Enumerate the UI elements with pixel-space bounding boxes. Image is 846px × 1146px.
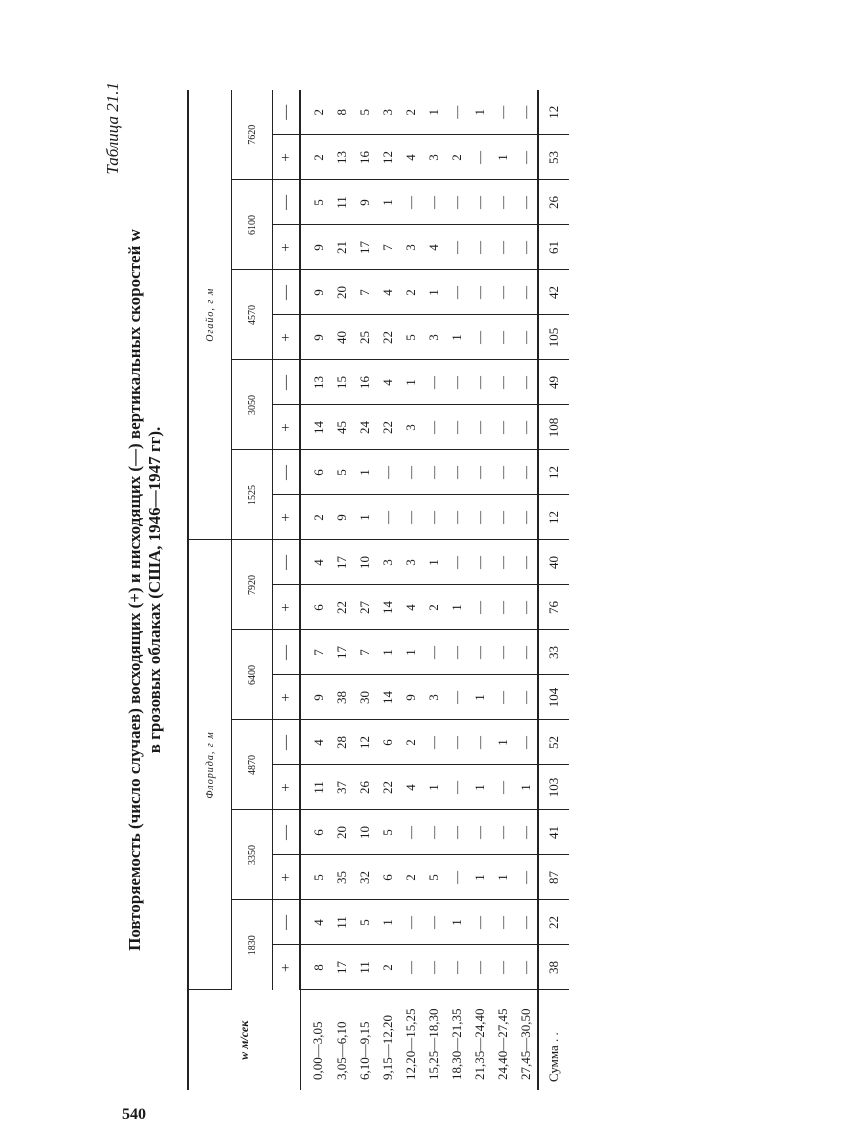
- count-cell: —: [468, 270, 491, 315]
- count-cell: —: [445, 855, 468, 900]
- count-cell: —: [514, 315, 538, 360]
- count-cell: 22: [330, 585, 353, 630]
- count-cell: —: [514, 630, 538, 675]
- count-cell: —: [491, 450, 514, 495]
- count-cell: —: [445, 630, 468, 675]
- count-cell: —: [445, 495, 468, 540]
- count-cell: —: [514, 900, 538, 945]
- w-range-cell: 12,20—15,25: [402, 1008, 418, 1080]
- count-cell: —: [422, 630, 445, 675]
- minus-sign-header: —: [273, 720, 301, 765]
- count-cell: —: [468, 810, 491, 855]
- count-cell: 20: [330, 270, 353, 315]
- count-cell: —: [491, 225, 514, 270]
- count-cell: 9: [300, 315, 330, 360]
- table-row: [514, 90, 538, 1090]
- count-cell: —: [468, 630, 491, 675]
- sum-cell: 38: [538, 945, 569, 990]
- count-cell: 6: [376, 720, 399, 765]
- w-range-cell: 27,45—30,50: [517, 1008, 533, 1080]
- count-cell: —: [514, 675, 538, 720]
- count-cell: —: [514, 810, 538, 855]
- count-cell: —: [422, 450, 445, 495]
- count-cell: 1: [422, 765, 445, 810]
- table-row: [353, 90, 376, 1090]
- count-cell: —: [422, 900, 445, 945]
- plus-sign-header: +: [273, 855, 301, 900]
- count-cell: —: [491, 180, 514, 225]
- count-cell: —: [422, 180, 445, 225]
- count-cell: —: [514, 270, 538, 315]
- sum-cell: 41: [538, 810, 569, 855]
- count-cell: 11: [300, 765, 330, 810]
- count-cell: 17: [330, 945, 353, 990]
- plus-sign-header: +: [273, 765, 301, 810]
- count-cell: —: [491, 405, 514, 450]
- count-cell: —: [422, 810, 445, 855]
- count-cell: 2: [422, 585, 445, 630]
- count-cell: 5: [353, 90, 376, 135]
- w-range-cell: 3,05—6,10: [333, 1021, 349, 1080]
- count-cell: 13: [330, 135, 353, 180]
- count-cell: —: [445, 765, 468, 810]
- sum-cell: 52: [538, 720, 569, 765]
- count-cell: 1: [399, 360, 422, 405]
- count-cell: 7: [353, 630, 376, 675]
- count-cell: 5: [300, 180, 330, 225]
- count-cell: 8: [330, 90, 353, 135]
- count-cell: 9: [399, 675, 422, 720]
- count-cell: 3: [399, 540, 422, 585]
- caption-line-2: в грозовых облаках (США, 1946—1947 гг).: [145, 426, 164, 754]
- altitude-header: 6100: [232, 180, 273, 270]
- count-cell: —: [445, 225, 468, 270]
- count-cell: —: [399, 180, 422, 225]
- w-range-cell: 0,00—3,05: [310, 1021, 326, 1080]
- count-cell: —: [491, 765, 514, 810]
- count-cell: 1: [445, 315, 468, 360]
- sum-cell: 40: [538, 540, 569, 585]
- w-range-cell: 15,25—18,30: [425, 1008, 441, 1080]
- count-cell: —: [422, 495, 445, 540]
- count-cell: 10: [353, 810, 376, 855]
- count-cell: 9: [330, 495, 353, 540]
- header-row-altitudes: [232, 90, 273, 1090]
- count-cell: 6: [300, 810, 330, 855]
- caption-line-1: Повторяемость (число случаев) восходящих (+) и нисходящих (—) вертикальных скоростей w: [125, 229, 144, 951]
- count-cell: —: [445, 720, 468, 765]
- count-cell: —: [514, 855, 538, 900]
- count-cell: —: [468, 540, 491, 585]
- count-cell: 15: [330, 360, 353, 405]
- count-cell: 1: [422, 270, 445, 315]
- count-cell: 14: [300, 405, 330, 450]
- count-cell: —: [468, 180, 491, 225]
- count-cell: 5: [422, 855, 445, 900]
- altitude-header: 1830: [232, 900, 273, 990]
- count-cell: 1: [514, 765, 538, 810]
- plus-sign-header: +: [273, 405, 301, 450]
- table-row: [422, 90, 445, 1090]
- minus-sign-header: —: [273, 540, 301, 585]
- count-cell: 4: [399, 765, 422, 810]
- count-cell: 2: [300, 495, 330, 540]
- count-cell: 2: [300, 90, 330, 135]
- count-cell: 2: [376, 945, 399, 990]
- count-cell: —: [399, 945, 422, 990]
- count-cell: 1: [353, 450, 376, 495]
- count-cell: 1: [468, 90, 491, 135]
- count-cell: 17: [330, 630, 353, 675]
- count-cell: 4: [399, 135, 422, 180]
- count-cell: 1: [468, 765, 491, 810]
- count-cell: —: [422, 720, 445, 765]
- data-table: [187, 90, 569, 1090]
- count-cell: 22: [376, 405, 399, 450]
- count-cell: —: [468, 720, 491, 765]
- count-cell: 14: [376, 585, 399, 630]
- count-cell: —: [514, 90, 538, 135]
- table-row: [491, 90, 514, 1090]
- sum-cell: 22: [538, 900, 569, 945]
- count-cell: —: [514, 450, 538, 495]
- count-cell: —: [514, 135, 538, 180]
- count-cell: 16: [353, 135, 376, 180]
- count-cell: —: [445, 180, 468, 225]
- count-cell: 3: [399, 405, 422, 450]
- count-cell: —: [445, 270, 468, 315]
- count-cell: —: [445, 810, 468, 855]
- count-cell: —: [399, 810, 422, 855]
- count-cell: —: [445, 405, 468, 450]
- count-cell: 40: [330, 315, 353, 360]
- count-cell: 1: [491, 720, 514, 765]
- count-cell: 4: [300, 900, 330, 945]
- sum-cell: 105: [538, 315, 569, 360]
- count-cell: 3: [376, 540, 399, 585]
- table-row: [399, 90, 422, 1090]
- w-range-cell: 21,35—24,40: [471, 1008, 487, 1080]
- sum-cell: 87: [538, 855, 569, 900]
- w-range-cell: 18,30—21,35: [448, 1008, 464, 1080]
- table-row: [376, 90, 399, 1090]
- plus-sign-header: +: [273, 135, 301, 180]
- plus-sign-header: +: [273, 315, 301, 360]
- minus-sign-header: —: [273, 90, 301, 135]
- count-cell: 30: [353, 675, 376, 720]
- minus-sign-header: —: [273, 270, 301, 315]
- count-cell: 2: [399, 720, 422, 765]
- minus-sign-header: —: [273, 360, 301, 405]
- count-cell: —: [491, 675, 514, 720]
- count-cell: 1: [468, 675, 491, 720]
- count-cell: 17: [353, 225, 376, 270]
- minus-sign-header: —: [273, 630, 301, 675]
- count-cell: —: [376, 450, 399, 495]
- count-cell: 1: [376, 180, 399, 225]
- w-column-header: w м/сек: [188, 990, 300, 1090]
- count-cell: —: [399, 495, 422, 540]
- count-cell: 3: [399, 225, 422, 270]
- count-cell: —: [514, 225, 538, 270]
- count-cell: 28: [330, 720, 353, 765]
- altitude-header: 7620: [232, 90, 273, 180]
- count-cell: 26: [353, 765, 376, 810]
- rotated-table-block: [95, 82, 755, 1090]
- count-cell: —: [514, 540, 538, 585]
- w-range-cell: 6,10—9,15: [356, 1021, 372, 1080]
- count-cell: 45: [330, 405, 353, 450]
- sum-cell: 42: [538, 270, 569, 315]
- altitude-header: 6400: [232, 630, 273, 720]
- altitude-header: 4870: [232, 720, 273, 810]
- count-cell: 27: [353, 585, 376, 630]
- count-cell: 2: [399, 855, 422, 900]
- count-cell: 9: [300, 675, 330, 720]
- altitude-header: 3350: [232, 810, 273, 900]
- count-cell: 1: [422, 540, 445, 585]
- count-cell: 12: [376, 135, 399, 180]
- count-cell: 7: [376, 225, 399, 270]
- count-cell: —: [445, 675, 468, 720]
- minus-sign-header: —: [273, 900, 301, 945]
- w-range-cell: 9,15—12,20: [379, 1015, 395, 1080]
- sum-cell: 108: [538, 405, 569, 450]
- altitude-header: 1525: [232, 450, 273, 540]
- count-cell: —: [445, 90, 468, 135]
- count-cell: 17: [330, 540, 353, 585]
- count-cell: 16: [353, 360, 376, 405]
- count-cell: 4: [300, 540, 330, 585]
- header-row-signs: [273, 90, 301, 1090]
- count-cell: 6: [300, 585, 330, 630]
- count-cell: —: [491, 270, 514, 315]
- count-cell: 14: [376, 675, 399, 720]
- sum-cell: 12: [538, 495, 569, 540]
- count-cell: 1: [491, 135, 514, 180]
- count-cell: 2: [399, 270, 422, 315]
- sum-cell: 104: [538, 675, 569, 720]
- florida-header: Флорида, г м: [188, 540, 232, 990]
- count-cell: 1: [445, 585, 468, 630]
- sum-cell: 12: [538, 450, 569, 495]
- count-cell: —: [468, 225, 491, 270]
- ohio-header: Огайо, г м: [188, 90, 232, 540]
- count-cell: —: [514, 945, 538, 990]
- sum-cell: 103: [538, 765, 569, 810]
- sum-cell: 12: [538, 90, 569, 135]
- table-row: [300, 90, 330, 1090]
- table-row: [445, 90, 468, 1090]
- count-cell: —: [399, 450, 422, 495]
- plus-sign-header: +: [273, 675, 301, 720]
- count-cell: 5: [300, 855, 330, 900]
- count-cell: 2: [445, 135, 468, 180]
- count-cell: 6: [376, 855, 399, 900]
- count-cell: —: [514, 495, 538, 540]
- count-cell: 1: [399, 630, 422, 675]
- count-cell: —: [468, 315, 491, 360]
- count-cell: —: [491, 630, 514, 675]
- plus-sign-header: +: [273, 495, 301, 540]
- count-cell: —: [422, 360, 445, 405]
- count-cell: 4: [376, 360, 399, 405]
- count-cell: 7: [353, 270, 376, 315]
- sum-cell: 26: [538, 180, 569, 225]
- count-cell: 1: [491, 855, 514, 900]
- count-cell: —: [491, 495, 514, 540]
- count-cell: —: [468, 900, 491, 945]
- count-cell: 1: [376, 900, 399, 945]
- sum-cell: 76: [538, 585, 569, 630]
- count-cell: —: [514, 360, 538, 405]
- count-cell: 3: [422, 675, 445, 720]
- count-cell: —: [445, 360, 468, 405]
- count-cell: —: [468, 135, 491, 180]
- count-cell: —: [445, 945, 468, 990]
- count-cell: 1: [353, 495, 376, 540]
- count-cell: 12: [353, 720, 376, 765]
- count-cell: 3: [422, 315, 445, 360]
- count-cell: —: [468, 495, 491, 540]
- count-cell: —: [376, 495, 399, 540]
- count-cell: —: [491, 540, 514, 585]
- count-cell: 22: [376, 315, 399, 360]
- count-cell: 2: [399, 90, 422, 135]
- count-cell: —: [422, 945, 445, 990]
- count-cell: 5: [353, 900, 376, 945]
- count-cell: —: [422, 405, 445, 450]
- count-cell: 10: [353, 540, 376, 585]
- count-cell: 22: [376, 765, 399, 810]
- table-caption: [125, 90, 165, 1090]
- count-cell: 37: [330, 765, 353, 810]
- count-cell: 1: [468, 855, 491, 900]
- count-cell: —: [514, 585, 538, 630]
- count-cell: —: [514, 180, 538, 225]
- count-cell: 11: [330, 900, 353, 945]
- count-cell: —: [399, 900, 422, 945]
- count-cell: 5: [330, 450, 353, 495]
- count-cell: —: [445, 540, 468, 585]
- count-cell: —: [468, 450, 491, 495]
- sum-cell: 53: [538, 135, 569, 180]
- count-cell: 25: [353, 315, 376, 360]
- count-cell: —: [468, 405, 491, 450]
- table-row: [330, 90, 353, 1090]
- count-cell: 4: [399, 585, 422, 630]
- count-cell: 4: [376, 270, 399, 315]
- count-cell: 6: [300, 450, 330, 495]
- altitude-header: 7920: [232, 540, 273, 630]
- count-cell: 5: [399, 315, 422, 360]
- count-cell: 32: [353, 855, 376, 900]
- count-cell: 38: [330, 675, 353, 720]
- count-cell: 1: [445, 900, 468, 945]
- count-cell: 1: [422, 90, 445, 135]
- minus-sign-header: —: [273, 450, 301, 495]
- count-cell: 13: [300, 360, 330, 405]
- altitude-header: 4570: [232, 270, 273, 360]
- count-cell: 2: [300, 135, 330, 180]
- count-cell: —: [445, 450, 468, 495]
- count-cell: 20: [330, 810, 353, 855]
- altitude-header: 3050: [232, 360, 273, 450]
- count-cell: 4: [422, 225, 445, 270]
- count-cell: 9: [300, 270, 330, 315]
- count-cell: —: [468, 585, 491, 630]
- count-cell: 9: [300, 225, 330, 270]
- count-cell: —: [491, 900, 514, 945]
- count-cell: 9: [353, 180, 376, 225]
- minus-sign-header: —: [273, 180, 301, 225]
- count-cell: 3: [376, 90, 399, 135]
- count-cell: —: [491, 360, 514, 405]
- count-cell: 4: [300, 720, 330, 765]
- header-row-groups: [188, 90, 232, 1090]
- count-cell: 24: [353, 405, 376, 450]
- count-cell: 3: [422, 135, 445, 180]
- count-cell: —: [514, 405, 538, 450]
- table-body: [300, 90, 569, 1090]
- table-row: [468, 90, 491, 1090]
- plus-sign-header: +: [273, 225, 301, 270]
- sum-label: Сумма . .: [538, 990, 569, 1090]
- sum-cell: 49: [538, 360, 569, 405]
- count-cell: 11: [330, 180, 353, 225]
- count-cell: —: [491, 810, 514, 855]
- count-cell: —: [491, 315, 514, 360]
- sum-cell: 61: [538, 225, 569, 270]
- table-number: Таблица 21.1: [103, 82, 122, 175]
- count-cell: —: [468, 945, 491, 990]
- count-cell: 11: [353, 945, 376, 990]
- count-cell: 8: [300, 945, 330, 990]
- count-cell: 35: [330, 855, 353, 900]
- count-cell: —: [491, 585, 514, 630]
- sum-row: [538, 90, 569, 1090]
- page-number: 540: [122, 1106, 146, 1123]
- count-cell: —: [491, 945, 514, 990]
- minus-sign-header: —: [273, 810, 301, 855]
- w-range-cell: 24,40—27,45: [494, 1008, 510, 1080]
- sum-cell: 33: [538, 630, 569, 675]
- plus-sign-header: +: [273, 945, 301, 990]
- count-cell: 5: [376, 810, 399, 855]
- count-cell: 1: [376, 630, 399, 675]
- plus-sign-header: +: [273, 585, 301, 630]
- count-cell: 21: [330, 225, 353, 270]
- count-cell: —: [491, 90, 514, 135]
- count-cell: —: [468, 360, 491, 405]
- count-cell: 7: [300, 630, 330, 675]
- count-cell: —: [514, 720, 538, 765]
